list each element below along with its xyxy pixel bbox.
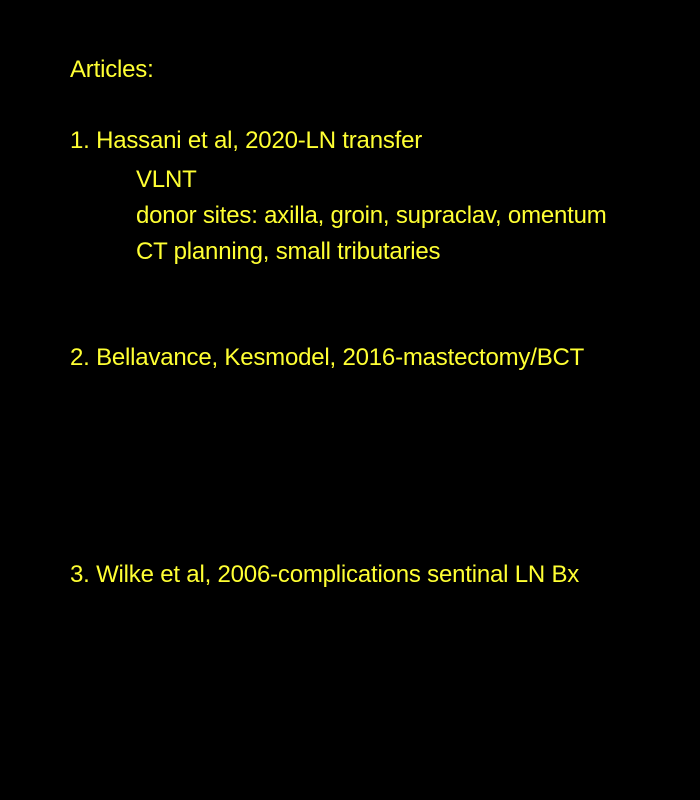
article-1-note-ct-planning: CT planning, small tributaries bbox=[136, 238, 441, 265]
article-1-title: 1. Hassani et al, 2020-LN transfer bbox=[70, 127, 423, 154]
articles-heading: Articles: bbox=[70, 56, 154, 83]
article-1-note-donor-sites: donor sites: axilla, groin, supraclav, omentum bbox=[136, 202, 607, 229]
article-1-note-vlnt: VLNT bbox=[136, 166, 197, 193]
article-3-title: 3. Wilke et al, 2006-complications sentinal LN Bx bbox=[70, 561, 580, 588]
article-2-title: 2. Bellavance, Kesmodel, 2016-mastectomy/BCT bbox=[70, 344, 585, 371]
